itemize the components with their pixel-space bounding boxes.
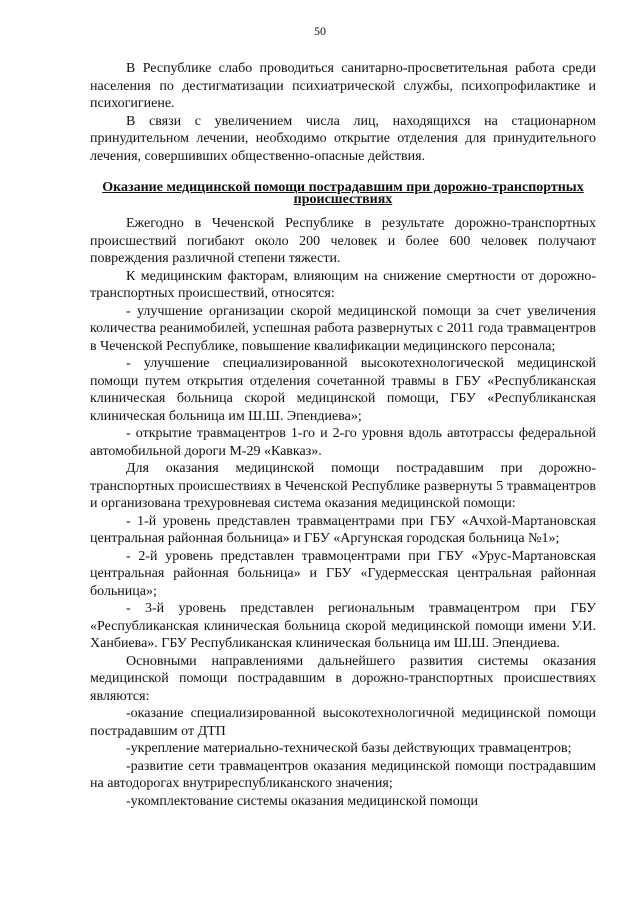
paragraph: В связи с увеличением числа лиц, находящихся на стационарном принудительном лечении, необходимо открытие отделения для принудительного лечения, совершивших общественно-опасные действия. bbox=[90, 113, 596, 164]
list-item: -развитие сети травмацентров оказания медицинской помощи пострадавшим на автодорогах внутриреспубликанского значения; bbox=[90, 758, 596, 791]
list-item: - открытие травмацентров 1-го и 2-го уровня вдоль автотрассы федеральной автомобильной дороги М-29 «Кавказ». bbox=[90, 426, 596, 459]
list-item: - 2-й уровень представлен травмоцентрами при ГБУ «Урус-Мартановская центральная районная больница» и ГБУ «Гудермесская центральная районная больница»; bbox=[90, 548, 596, 599]
list-item: -оказание специализированной высокотехнологичной медицинской помощи пострадавшим от ДТП bbox=[90, 706, 596, 739]
list-item: -укомплектование системы оказания медицинской помощи bbox=[126, 793, 479, 809]
section-heading: Оказание медицинской помощи пострадавшим при дорожно-транспортных происшествиях bbox=[102, 180, 584, 207]
list-item: - улучшение организации скорой медицинской помощи за счет увеличения количества реанимобилей, успешная работа развернутых с 2011 года травмацентров в Чеченской Республике, повышение квалификации медицинского персонала; bbox=[90, 303, 596, 354]
list-item: - улучшение специализированной высокотехнологической медицинской помощи путем открытия отделения сочетанной травмы в ГБУ «Республиканская клиническая больница скорой медицинской помощи, ГБУ «Республиканская клиническая больница им Ш.Ш. Эпендиева»; bbox=[90, 356, 596, 424]
paragraph: В Республике слабо проводиться санитарно-просветительная работа среди населения по дестигматизации психиатрической службы, психопрофилактике и психогигиене. bbox=[90, 61, 596, 111]
list-item: - 3-й уровень представлен региональным травмацентром при ГБУ «Республиканская клиническая больница скорой медицинской помощи имени У.И. Ханбиева». ГБУ Республиканская клиническая больница им Ш.Ш. Эпендиева. bbox=[90, 601, 596, 651]
paragraph: К медицинским факторам, влияющим на снижение смертности от дорожно-транспортных происшествий, относятся: bbox=[90, 268, 596, 301]
paragraph: Основными направлениями дальнейшего развития системы оказания медицинской помощи пострадавшим в дорожно-транспортных происшествиях являются: bbox=[90, 653, 596, 704]
list-item: -укрепление материально-технической базы действующих травмацентров; bbox=[126, 741, 572, 756]
paragraph: Для оказания медицинской помощи пострадавшим при дорожно-транспортных происшествиях в Чеченской Республике развернуты 5 травмацентров и организована трехуровневая система оказания медицинской помощи: bbox=[90, 461, 596, 511]
list-item: - 1-й уровень представлен травмацентрами при ГБУ «Ачхой-Мартановская центральная районная больница» и ГБУ «Аргунская городская больница №1»; bbox=[90, 513, 596, 546]
paragraph: Ежегодно в Чеченской Республике в результате дорожно-транспортных происшествий погибают около 200 человек и более 600 человек получают повреждения различной степени тяжести. bbox=[90, 216, 596, 266]
document-body bbox=[90, 60, 596, 810]
page-number: 50 bbox=[314, 24, 326, 38]
